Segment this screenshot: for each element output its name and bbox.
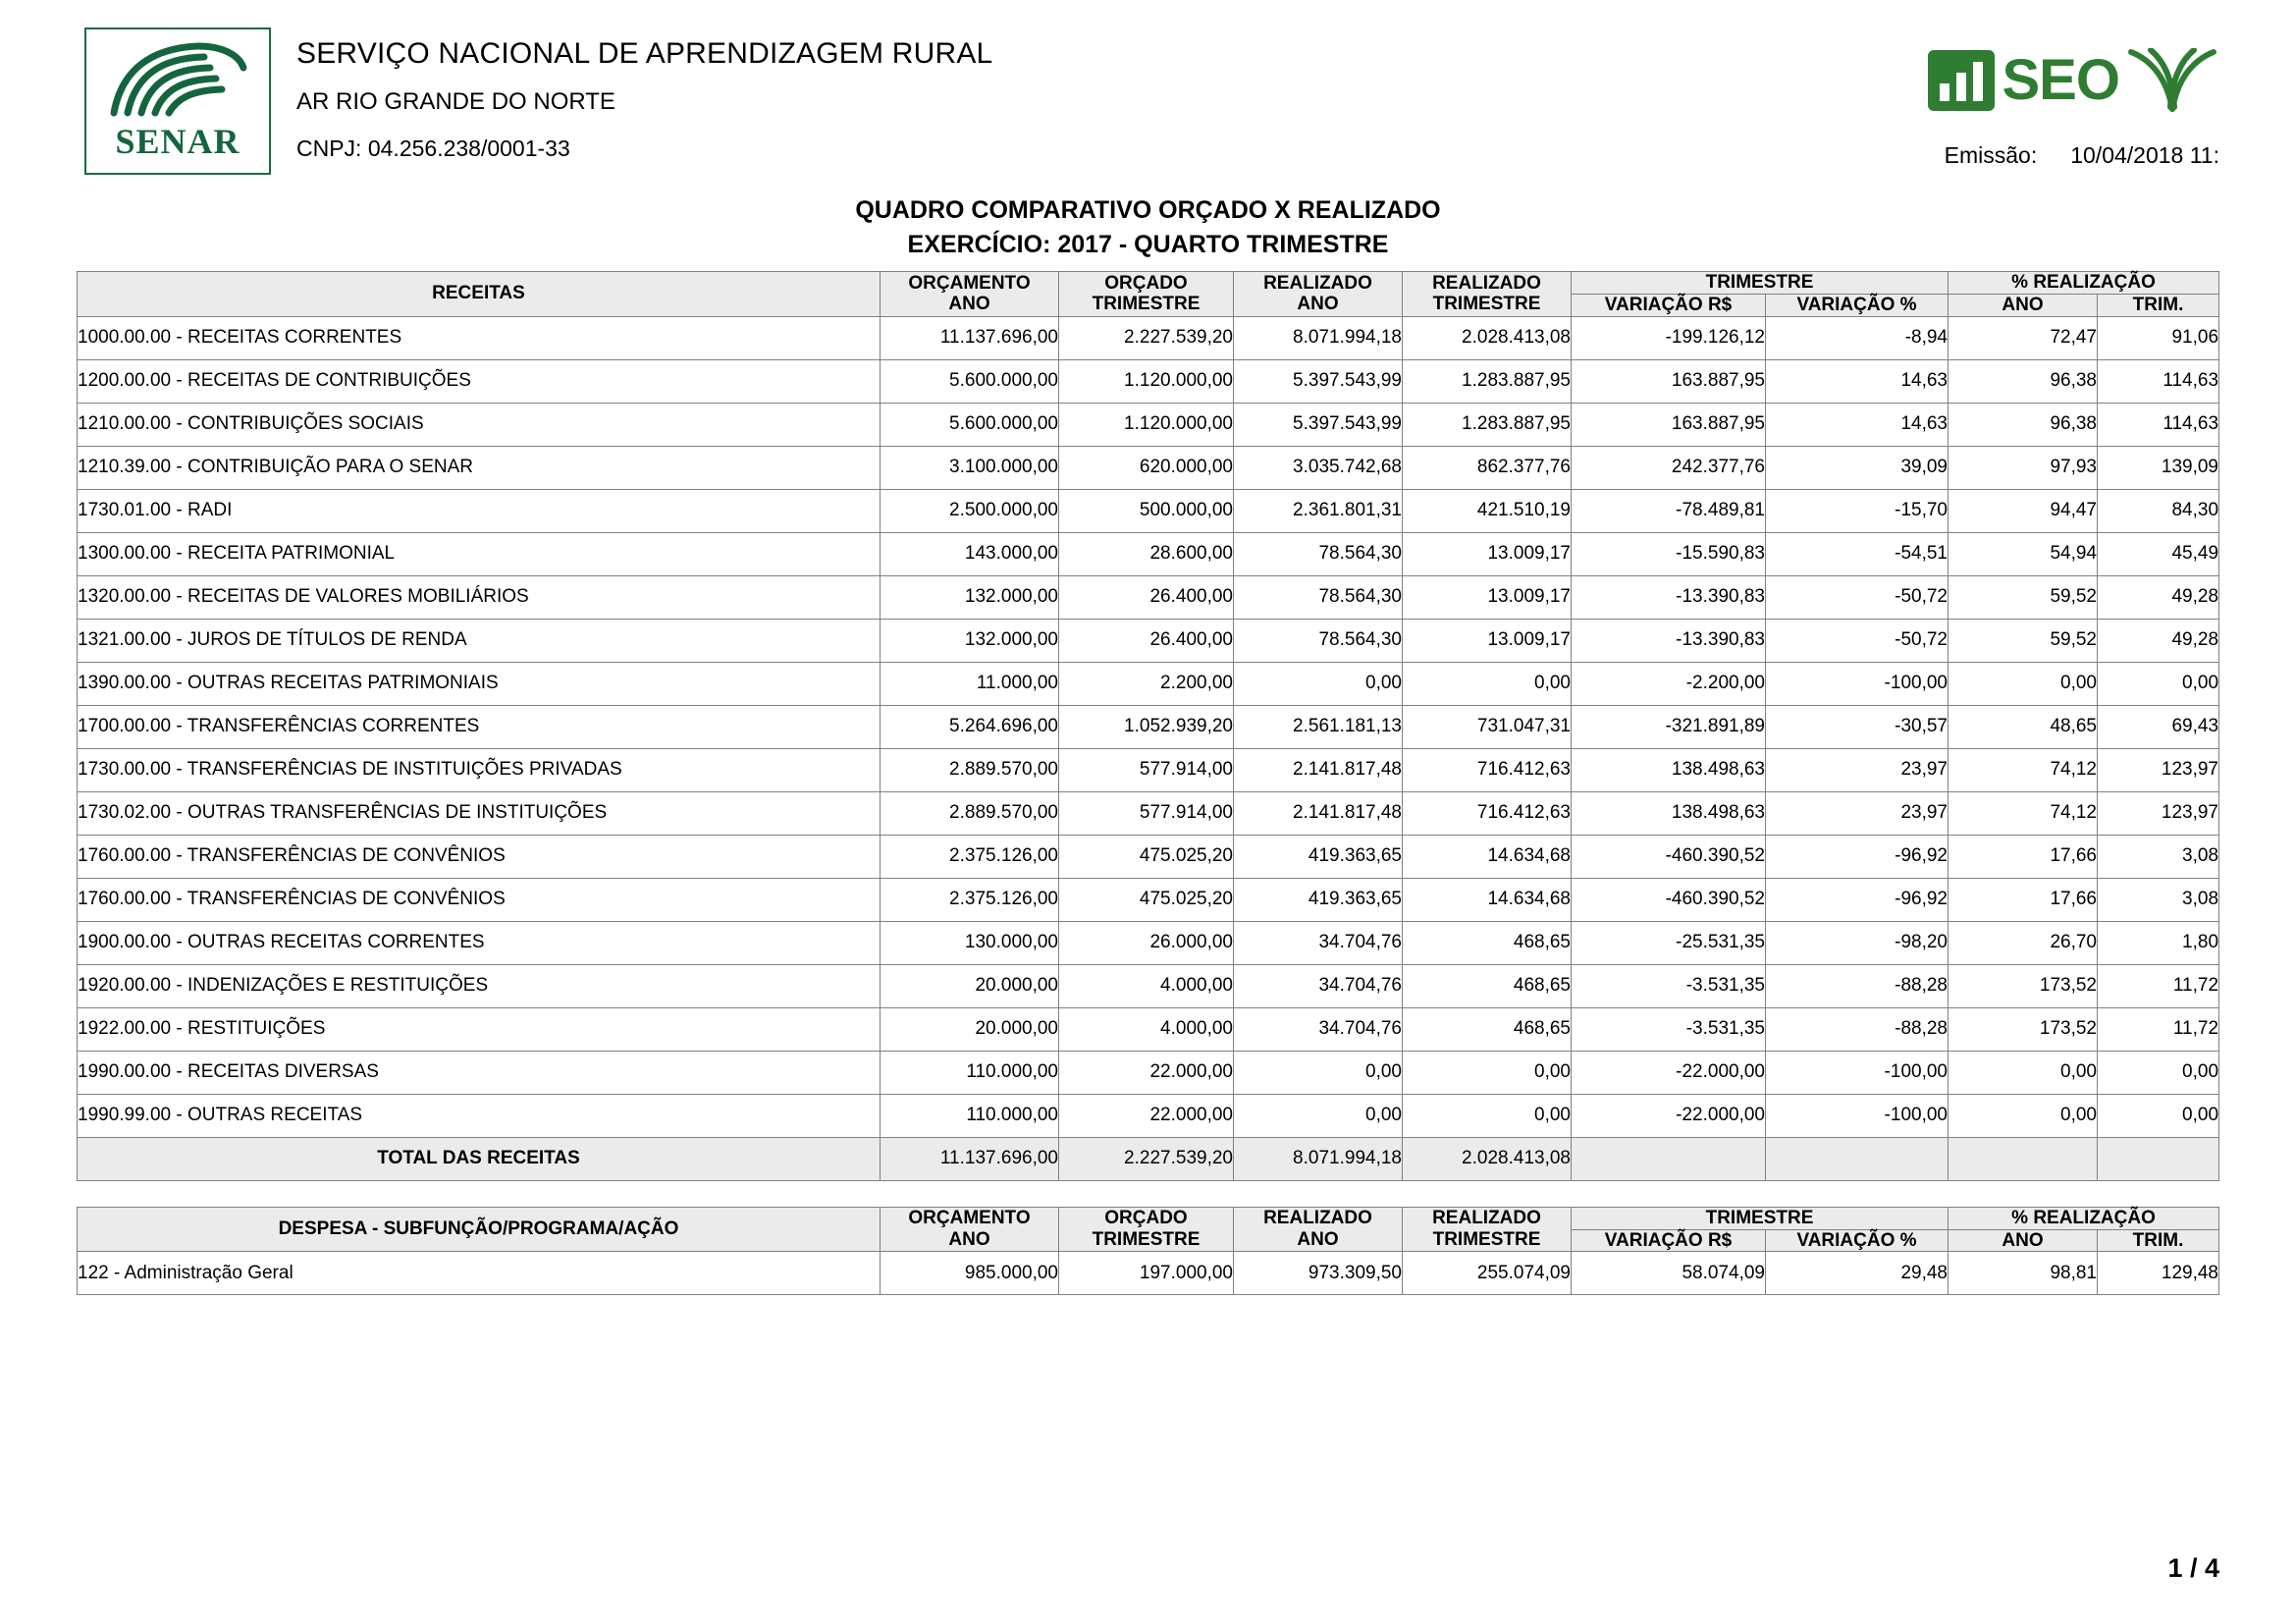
cell-pct-trim: 114,63 [2098,359,2219,403]
cell-pct-trim: 69,43 [2098,705,2219,748]
cell-variacao-pct: -88,28 [1766,964,1949,1007]
seo-leaf-icon [2125,48,2219,113]
cell-variacao-rs: -2.200,00 [1572,662,1766,705]
cell-variacao-rs: -321.891,89 [1572,705,1766,748]
cell-variacao-pct: -50,72 [1766,575,1949,619]
cell-orcado-trimestre: 577.914,00 [1059,791,1234,835]
cell-orcado-trimestre: 4.000,00 [1059,964,1234,1007]
table-row [78,835,2219,878]
table-row [78,878,2219,921]
cell-orcado-trimestre: 475.025,20 [1059,835,1234,878]
cell-realizado-ano: 419.363,65 [1234,835,1403,878]
header-titles [296,27,992,162]
cell-orcamento-ano: 5.264.696,00 [881,705,1059,748]
cell-orcado-trimestre: 475.025,20 [1059,878,1234,921]
cell-realizado-trimestre: 1.283.887,95 [1403,359,1572,403]
cell-realizado-trimestre: 468,65 [1403,964,1572,1007]
th-pct-trim: TRIM. [2098,294,2219,316]
cell-realizado-ano: 973.309,50 [1234,1252,1403,1295]
cell-realizado-ano: 34.704,76 [1234,964,1403,1007]
cell-pct-trim: 11,72 [2098,964,2219,1007]
cell-variacao-rs: -460.390,52 [1572,835,1766,878]
th-orcamento-ano-l1: ORÇAMENTO [908,272,1031,294]
cell-variacao-rs: -199.126,12 [1572,316,1766,359]
cell-variacao-rs: -22.000,00 [1572,1051,1766,1094]
cell-orcado-trimestre: 1.052.939,20 [1059,705,1234,748]
cell-pct-ano: 26,70 [1949,921,2098,964]
cell-variacao-rs: -3.531,35 [1572,1007,1766,1051]
senar-emblem-icon [104,40,251,117]
table-row [78,1252,2219,1295]
cell-realizado-trimestre: 0,00 [1403,1051,1572,1094]
cell-realizado-trimestre: 14.634,68 [1403,835,1572,878]
header-right [1650,33,2219,169]
th-d-variacao-pct: VARIAÇÃO % [1766,1229,1949,1252]
cell-realizado-ano: 5.397.543,99 [1234,359,1403,403]
cell-pct-trim: 49,28 [2098,619,2219,662]
cell-orcamento-ano: 5.600.000,00 [881,359,1059,403]
cell-variacao-pct: -8,94 [1766,316,1949,359]
th-d-variacao-rs: VARIAÇÃO R$ [1572,1229,1766,1252]
cell-realizado-trimestre: 14.634,68 [1403,878,1572,921]
th-pct-ano: ANO [1949,294,2098,316]
cell-description: 1210.39.00 - CONTRIBUIÇÃO PARA O SENAR [78,446,881,489]
cell-total-pct-ano [1949,1137,2098,1180]
receitas-table-head [78,272,2219,317]
senar-logo-text: SENAR [115,122,240,161]
cell-orcamento-ano: 2.889.570,00 [881,748,1059,791]
th-receitas: RECEITAS [78,272,881,317]
despesas-table-body [78,1252,2219,1295]
th-realizado-trimestre-l1: REALIZADO [1432,272,1541,294]
cell-realizado-trimestre: 0,00 [1403,662,1572,705]
cell-pct-ano: 59,52 [1949,619,2098,662]
cell-variacao-pct: -100,00 [1766,662,1949,705]
cell-description: 1390.00.00 - OUTRAS RECEITAS PATRIMONIAIS [78,662,881,705]
cell-pct-ano: 173,52 [1949,964,2098,1007]
cell-realizado-ano: 78.564,30 [1234,619,1403,662]
cell-variacao-rs: 138.498,63 [1572,791,1766,835]
table-row [78,748,2219,791]
emission-info [1650,142,2219,169]
cell-realizado-trimestre: 0,00 [1403,1094,1572,1137]
cell-realizado-trimestre: 716.412,63 [1403,791,1572,835]
cell-pct-trim: 45,49 [2098,532,2219,575]
cell-description: 1760.00.00 - TRANSFERÊNCIAS DE CONVÊNIOS [78,878,881,921]
cell-variacao-rs: 138.498,63 [1572,748,1766,791]
cell-realizado-ano: 0,00 [1234,662,1403,705]
th-d-orcamento-ano-l2: ANO [948,1229,990,1251]
cell-pct-ano: 54,94 [1949,532,2098,575]
cell-variacao-rs: -22.000,00 [1572,1094,1766,1137]
cell-pct-trim: 91,06 [2098,316,2219,359]
cell-description: 1210.00.00 - CONTRIBUIÇÕES SOCIAIS [78,403,881,446]
cell-description: 1990.99.00 - OUTRAS RECEITAS [78,1094,881,1137]
cell-pct-trim: 123,97 [2098,791,2219,835]
cell-variacao-rs: -25.531,35 [1572,921,1766,964]
cell-variacao-rs: 58.074,09 [1572,1252,1766,1295]
th-d-realizado-ano-l2: ANO [1297,1229,1339,1251]
cell-variacao-pct: 29,48 [1766,1252,1949,1295]
cell-pct-trim: 123,97 [2098,748,2219,791]
page-number: 1 / 4 [2167,1553,2219,1583]
cell-variacao-rs: -15.590,83 [1572,532,1766,575]
page-subtitle: EXERCÍCIO: 2017 - QUARTO TRIMESTRE [907,231,1389,258]
cell-realizado-ano: 0,00 [1234,1051,1403,1094]
th-d-realizado-trimestre-l2: TRIMESTRE [1432,1229,1541,1251]
cell-pct-ano: 74,12 [1949,748,2098,791]
cell-total-pct-trim [2098,1137,2219,1180]
page-title: QUADRO COMPARATIVO ORÇADO X REALIZADO [855,196,1441,224]
cell-pct-trim: 11,72 [2098,1007,2219,1051]
cell-variacao-pct: -88,28 [1766,1007,1949,1051]
cell-pct-ano: 72,47 [1949,316,2098,359]
table-row [78,791,2219,835]
table-row [78,1051,2219,1094]
cell-pct-trim: 84,30 [2098,489,2219,532]
cell-realizado-ano: 34.704,76 [1234,1007,1403,1051]
cell-orcado-trimestre: 22.000,00 [1059,1094,1234,1137]
th-d-realizado-ano-l1: REALIZADO [1263,1208,1372,1229]
th-despesa: DESPESA - SUBFUNÇÃO/PROGRAMA/AÇÃO [78,1207,881,1252]
cell-orcamento-ano: 2.375.126,00 [881,835,1059,878]
cell-orcado-trimestre: 26.400,00 [1059,575,1234,619]
cell-description: 1000.00.00 - RECEITAS CORRENTES [78,316,881,359]
cell-realizado-ano: 2.561.181,13 [1234,705,1403,748]
cell-pct-ano: 0,00 [1949,1051,2098,1094]
cell-variacao-rs: -78.489,81 [1572,489,1766,532]
table-row [78,1094,2219,1137]
cell-pct-ano: 98,81 [1949,1252,2098,1295]
cell-pct-ano: 0,00 [1949,1094,2098,1137]
cell-realizado-ano: 2.361.801,31 [1234,489,1403,532]
cell-realizado-ano: 0,00 [1234,1094,1403,1137]
cell-realizado-ano: 5.397.543,99 [1234,403,1403,446]
cell-description: 1730.00.00 - TRANSFERÊNCIAS DE INSTITUIÇÕES PRIVADAS [78,748,881,791]
cell-pct-trim: 3,08 [2098,878,2219,921]
cell-variacao-rs: 163.887,95 [1572,403,1766,446]
cell-realizado-ano: 419.363,65 [1234,878,1403,921]
cell-variacao-rs: -460.390,52 [1572,878,1766,921]
cell-orcamento-ano: 985.000,00 [881,1252,1059,1295]
table-row [78,359,2219,403]
cell-description: 1922.00.00 - RESTITUIÇÕES [78,1007,881,1051]
cell-orcamento-ano: 130.000,00 [881,921,1059,964]
table-row [78,403,2219,446]
cell-orcamento-ano: 20.000,00 [881,1007,1059,1051]
organization-unit: AR RIO GRANDE DO NORTE [296,88,615,115]
th-orcado-trimestre-l1: ORÇADO [1104,272,1188,294]
cell-orcado-trimestre: 26.400,00 [1059,619,1234,662]
cell-variacao-rs: -13.390,83 [1572,619,1766,662]
th-d-realizado-trimestre-l1: REALIZADO [1432,1208,1541,1229]
th-realizado-trimestre-l2: TRIMESTRE [1432,294,1541,315]
cell-description: 1920.00.00 - INDENIZAÇÕES E RESTITUIÇÕES [78,964,881,1007]
cell-pct-trim: 49,28 [2098,575,2219,619]
cell-orcamento-ano: 2.889.570,00 [881,791,1059,835]
th-orcamento-ano-l2: ANO [948,294,990,315]
emission-value: 10/04/2018 11: [2070,142,2219,168]
cell-orcado-trimestre: 22.000,00 [1059,1051,1234,1094]
cell-pct-trim: 114,63 [2098,403,2219,446]
cell-orcamento-ano: 3.100.000,00 [881,446,1059,489]
cell-orcado-trimestre: 2.227.539,20 [1059,316,1234,359]
cell-pct-ano: 0,00 [1949,662,2098,705]
th-variacao-pct: VARIAÇÃO % [1766,294,1949,316]
cell-orcamento-ano: 11.000,00 [881,662,1059,705]
cell-total-orcado-trimestre: 2.227.539,20 [1059,1137,1234,1180]
th-d-orcado-trimestre-l2: TRIMESTRE [1092,1229,1201,1251]
cell-variacao-rs: -13.390,83 [1572,575,1766,619]
cell-variacao-pct: -96,92 [1766,835,1949,878]
senar-logo [84,27,271,175]
th-d-realizado-trimestre [1403,1207,1572,1252]
cell-variacao-pct: -100,00 [1766,1094,1949,1137]
cell-variacao-pct: -50,72 [1766,619,1949,662]
cell-description: 1300.00.00 - RECEITA PATRIMONIAL [78,532,881,575]
cell-description: 1730.02.00 - OUTRAS TRANSFERÊNCIAS DE INSTITUIÇÕES [78,791,881,835]
cell-total-label: TOTAL DAS RECEITAS [78,1137,881,1180]
table-row [78,921,2219,964]
cell-pct-ano: 17,66 [1949,835,2098,878]
cell-description: 1200.00.00 - RECEITAS DE CONTRIBUIÇÕES [78,359,881,403]
cell-orcado-trimestre: 1.120.000,00 [1059,403,1234,446]
cell-realizado-trimestre: 862.377,76 [1403,446,1572,489]
cell-pct-ano: 94,47 [1949,489,2098,532]
cell-pct-trim: 1,80 [2098,921,2219,964]
cell-orcado-trimestre: 500.000,00 [1059,489,1234,532]
seo-logo [1650,33,2219,127]
cell-variacao-pct: -98,20 [1766,921,1949,964]
th-realizado-ano [1234,272,1403,317]
th-percent-group: % REALIZAÇÃO [1949,272,2219,295]
cell-variacao-pct: -15,70 [1766,489,1949,532]
table-row [78,532,2219,575]
th-d-realizado-ano [1234,1207,1403,1252]
cell-orcamento-ano: 143.000,00 [881,532,1059,575]
table-row [78,964,2219,1007]
cell-total-realizado-trimestre: 2.028.413,08 [1403,1137,1572,1180]
table-row [78,489,2219,532]
cell-realizado-trimestre: 468,65 [1403,921,1572,964]
table-row [78,575,2219,619]
cell-orcamento-ano: 20.000,00 [881,964,1059,1007]
seo-bars-icon [1926,48,1997,113]
table-row [78,316,2219,359]
cell-variacao-rs: 163.887,95 [1572,359,1766,403]
cell-orcado-trimestre: 1.120.000,00 [1059,359,1234,403]
cell-orcado-trimestre: 620.000,00 [1059,446,1234,489]
cell-pct-ano: 96,38 [1949,403,2098,446]
cell-pct-trim: 129,48 [2098,1252,2219,1295]
cell-realizado-trimestre: 13.009,17 [1403,619,1572,662]
cell-orcado-trimestre: 26.000,00 [1059,921,1234,964]
cell-variacao-pct: 14,63 [1766,359,1949,403]
table-row [78,705,2219,748]
cell-pct-ano: 48,65 [1949,705,2098,748]
th-d-orcado-trimestre [1059,1207,1234,1252]
table-row [78,619,2219,662]
th-orcado-trimestre [1059,272,1234,317]
cell-orcamento-ano: 2.375.126,00 [881,878,1059,921]
cell-realizado-trimestre: 716.412,63 [1403,748,1572,791]
cell-orcamento-ano: 110.000,00 [881,1094,1059,1137]
th-d-orcado-trimestre-l1: ORÇADO [1104,1208,1188,1229]
cell-orcado-trimestre: 197.000,00 [1059,1252,1234,1295]
table-row [78,446,2219,489]
total-row [78,1137,2219,1180]
cell-realizado-trimestre: 1.283.887,95 [1403,403,1572,446]
th-d-orcamento-ano-l1: ORÇAMENTO [908,1208,1031,1229]
cell-orcamento-ano: 132.000,00 [881,619,1059,662]
table-row [78,1007,2219,1051]
seo-logo-text: SEO [2002,48,2119,112]
cell-description: 1900.00.00 - OUTRAS RECEITAS CORRENTES [78,921,881,964]
cell-pct-trim: 0,00 [2098,1051,2219,1094]
cell-realizado-ano: 34.704,76 [1234,921,1403,964]
cell-variacao-pct: -100,00 [1766,1051,1949,1094]
emission-label: Emissão: [1944,142,2038,168]
cell-orcamento-ano: 110.000,00 [881,1051,1059,1094]
cell-realizado-ano: 2.141.817,48 [1234,748,1403,791]
cell-orcamento-ano: 2.500.000,00 [881,489,1059,532]
cell-orcado-trimestre: 28.600,00 [1059,532,1234,575]
receitas-table-body [78,316,2219,1180]
cell-total-variacao-pct [1766,1137,1949,1180]
despesas-table [77,1207,2219,1296]
cell-orcado-trimestre: 2.200,00 [1059,662,1234,705]
th-realizado-ano-l1: REALIZADO [1263,272,1372,294]
cell-realizado-ano: 78.564,30 [1234,532,1403,575]
cell-realizado-trimestre: 468,65 [1403,1007,1572,1051]
cell-variacao-pct: 14,63 [1766,403,1949,446]
cell-pct-ano: 173,52 [1949,1007,2098,1051]
cell-pct-ano: 17,66 [1949,878,2098,921]
cell-description: 1320.00.00 - RECEITAS DE VALORES MOBILIÁRIOS [78,575,881,619]
cell-pct-ano: 96,38 [1949,359,2098,403]
cell-realizado-trimestre: 421.510,19 [1403,489,1572,532]
cell-pct-trim: 0,00 [2098,662,2219,705]
th-realizado-ano-l2: ANO [1297,294,1339,315]
th-d-pct-trim: TRIM. [2098,1229,2219,1252]
cell-realizado-trimestre: 255.074,09 [1403,1252,1572,1295]
cell-total-realizado-ano: 8.071.994,18 [1234,1137,1403,1180]
cell-variacao-pct: -54,51 [1766,532,1949,575]
cell-variacao-rs: 242.377,76 [1572,446,1766,489]
cell-description: 1700.00.00 - TRANSFERÊNCIAS CORRENTES [78,705,881,748]
cell-variacao-pct: 39,09 [1766,446,1949,489]
cell-orcado-trimestre: 577.914,00 [1059,748,1234,791]
cell-variacao-rs: -3.531,35 [1572,964,1766,1007]
cell-pct-trim: 3,08 [2098,835,2219,878]
cell-pct-trim: 0,00 [2098,1094,2219,1137]
cell-description: 1321.00.00 - JUROS DE TÍTULOS DE RENDA [78,619,881,662]
cell-realizado-trimestre: 731.047,31 [1403,705,1572,748]
th-d-percent-group: % REALIZAÇÃO [1949,1207,2219,1229]
cell-realizado-trimestre: 13.009,17 [1403,575,1572,619]
cell-description: 1730.01.00 - RADI [78,489,881,532]
cell-description: 1990.00.00 - RECEITAS DIVERSAS [78,1051,881,1094]
document-header [77,27,2219,194]
cell-realizado-trimestre: 13.009,17 [1403,532,1572,575]
despesas-table-head [78,1207,2219,1252]
cell-total-variacao-rs [1572,1137,1766,1180]
th-d-pct-ano: ANO [1949,1229,2098,1252]
table-gap [77,1181,2219,1207]
th-realizado-trimestre [1403,272,1572,317]
cell-orcamento-ano: 5.600.000,00 [881,403,1059,446]
cell-orcado-trimestre: 4.000,00 [1059,1007,1234,1051]
cell-realizado-ano: 2.141.817,48 [1234,791,1403,835]
cell-variacao-pct: 23,97 [1766,748,1949,791]
cell-description: 1760.00.00 - TRANSFERÊNCIAS DE CONVÊNIOS [78,835,881,878]
th-d-trimestre-group: TRIMESTRE [1572,1207,1949,1229]
organization-name: SERVIÇO NACIONAL DE APRENDIZAGEM RURAL [296,37,993,70]
th-orcamento-ano [881,272,1059,317]
cell-total-orcamento-ano: 11.137.696,00 [881,1137,1059,1180]
cell-description: 122 - Administração Geral [78,1252,881,1295]
cell-pct-trim: 139,09 [2098,446,2219,489]
cell-orcamento-ano: 132.000,00 [881,575,1059,619]
cell-pct-ano: 74,12 [1949,791,2098,835]
cell-orcamento-ano: 11.137.696,00 [881,316,1059,359]
cell-realizado-trimestre: 2.028.413,08 [1403,316,1572,359]
cell-pct-ano: 97,93 [1949,446,2098,489]
cell-variacao-pct: -96,92 [1766,878,1949,921]
cell-pct-ano: 59,52 [1949,575,2098,619]
table-row [78,662,2219,705]
cell-realizado-ano: 3.035.742,68 [1234,446,1403,489]
receitas-table [77,271,2219,1181]
th-variacao-rs: VARIAÇÃO R$ [1572,294,1766,316]
organization-cnpj: CNPJ: 04.256.238/0001-33 [296,135,570,161]
cell-variacao-pct: 23,97 [1766,791,1949,835]
th-trimestre-group: TRIMESTRE [1572,272,1949,295]
th-d-orcamento-ano [881,1207,1059,1252]
cell-realizado-ano: 78.564,30 [1234,575,1403,619]
cell-realizado-ano: 8.071.994,18 [1234,316,1403,359]
cell-variacao-pct: -30,57 [1766,705,1949,748]
th-orcado-trimestre-l2: TRIMESTRE [1092,294,1201,315]
